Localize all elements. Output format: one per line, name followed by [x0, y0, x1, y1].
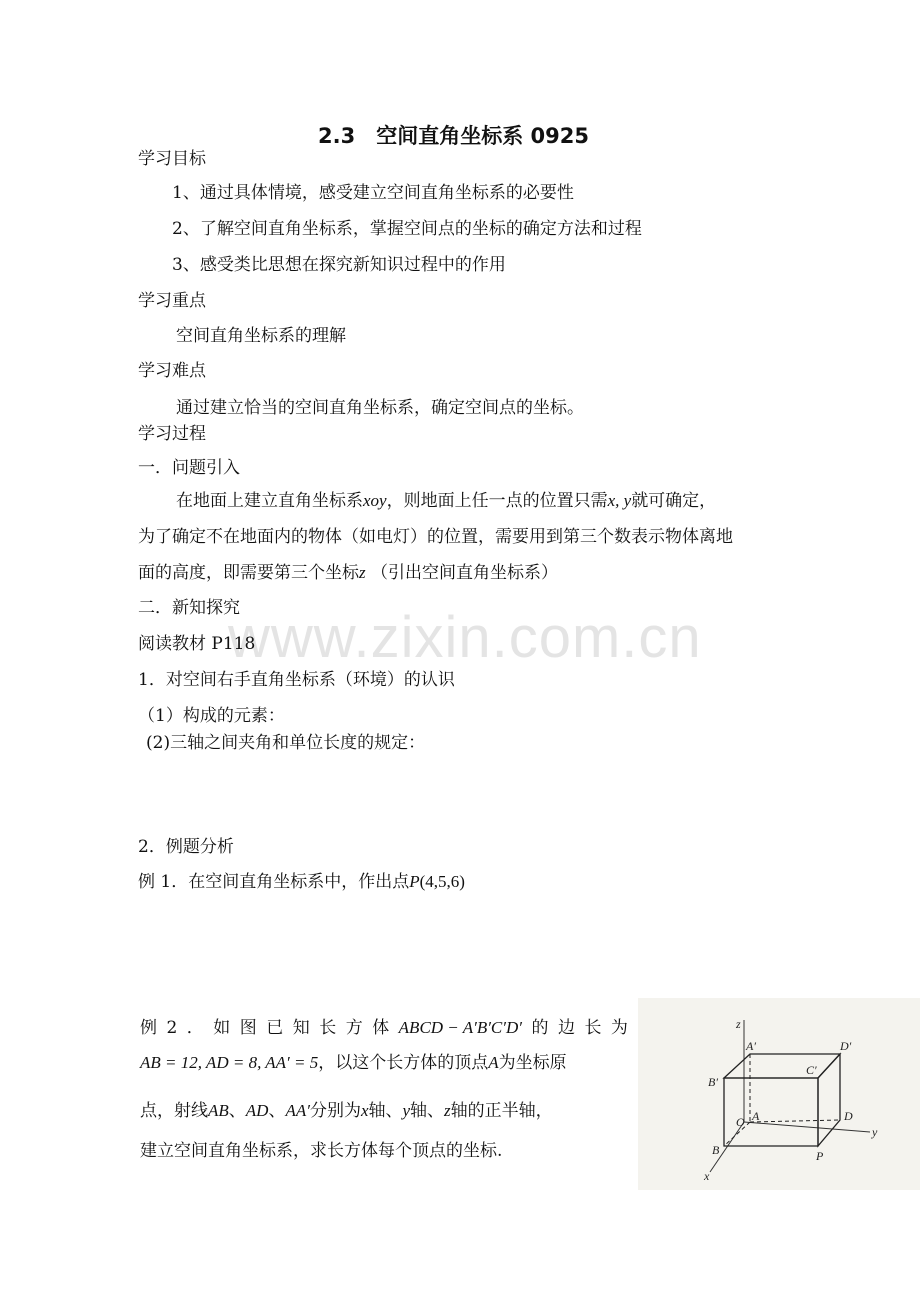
text: 就可确定，: [631, 491, 717, 511]
text: 轴、: [368, 1101, 403, 1121]
goal-item: 3、感受类比思想在探究新知识过程中的作用: [172, 255, 506, 275]
intro-paragraph-line-2: 为了确定不在地面内的物体（如电灯）的位置，需要用到第三个数表示物体离地: [138, 527, 733, 547]
text: ，则地面上任一点的位置只需: [386, 491, 608, 511]
label-O: O: [736, 1115, 745, 1129]
text: 分别为: [309, 1101, 361, 1121]
label-C1: C′: [806, 1063, 817, 1077]
word: 已: [266, 1018, 284, 1038]
math-AA1: AA′: [285, 1101, 310, 1120]
word: 长: [584, 1018, 602, 1038]
math-xoy: xoy: [363, 491, 387, 510]
example-2-line-3: [140, 1100, 553, 1122]
page-title: 2.3 空间直角坐标系 0925: [318, 124, 589, 148]
math-z: z: [359, 563, 366, 582]
sub-item-2: (2)三轴之间夹角和单位长度的规定：: [146, 733, 426, 753]
text: 例 1．在空间直角坐标系中，作出点: [138, 872, 410, 892]
label-z: z: [736, 1017, 741, 1031]
word: 2: [166, 1018, 178, 1038]
cuboid-diagram: [638, 998, 920, 1190]
difficulty-heading: 学习难点: [138, 361, 206, 381]
word: 边: [557, 1018, 575, 1038]
label-D: D: [844, 1109, 853, 1123]
text: 轴、: [410, 1101, 445, 1121]
word: 方: [345, 1018, 363, 1038]
text: 点，射线: [140, 1101, 208, 1121]
key-point-text: 空间直角坐标系的理解: [176, 326, 346, 346]
word: 知: [292, 1018, 310, 1038]
label-P: P: [816, 1149, 824, 1163]
word: 的: [531, 1018, 549, 1038]
math-z: z: [444, 1101, 451, 1120]
text: 为坐标原: [498, 1053, 567, 1073]
label-x: x: [704, 1169, 710, 1183]
reading-note: 阅读教材 P118: [138, 634, 256, 654]
math-x: x: [360, 1101, 369, 1120]
label-B: B: [712, 1143, 720, 1157]
intro-paragraph-line-3: [138, 562, 558, 584]
key-point-heading: 学习重点: [138, 291, 206, 311]
label-A1: A′: [746, 1039, 756, 1053]
word: ．: [186, 1018, 204, 1038]
item-2: 2．例题分析: [138, 837, 234, 857]
text: 在地面上建立直角坐标系: [176, 491, 363, 511]
text: ，以这个长方体的顶点: [318, 1053, 489, 1073]
math-xy: x, y: [607, 491, 632, 510]
word: 例: [140, 1018, 157, 1038]
math-P: P: [409, 872, 420, 891]
word: 体: [372, 1018, 390, 1038]
sub-item-1: （1）构成的元素：: [138, 706, 285, 726]
process-heading: 学习过程: [138, 424, 206, 444]
word: 图: [239, 1018, 257, 1038]
example-2-line-4: 建立空间直角坐标系，求长方体每个顶点的坐标.: [140, 1141, 503, 1161]
example-2-line-2: [140, 1052, 567, 1074]
math-y: y: [402, 1101, 411, 1120]
math-coords: (4,5,6): [419, 872, 465, 891]
math-A: A: [488, 1053, 499, 1072]
word: 长: [319, 1018, 337, 1038]
section-2-heading: 二．新知探究: [138, 598, 240, 618]
intro-paragraph-line-1: [176, 490, 716, 512]
example-2-line-1: [140, 1017, 628, 1039]
text: （引出空间直角坐标系）: [371, 563, 559, 583]
difficulty-text: 通过建立恰当的空间直角坐标系，确定空间点的坐标。: [176, 398, 584, 418]
label-D1: D′: [840, 1039, 852, 1053]
math-AD: AD: [245, 1101, 269, 1120]
goal-item: 1、通过具体情境，感受建立空间直角坐标系的必要性: [172, 183, 574, 203]
word: 如: [213, 1018, 231, 1038]
cuboid-figure: [638, 998, 920, 1190]
example-1: [138, 871, 465, 893]
label-A: A: [752, 1109, 760, 1123]
watermark: www.zixin.com.cn: [228, 605, 702, 670]
goals-heading: 学习目标: [138, 149, 206, 169]
text: 轴的正半轴，: [450, 1101, 553, 1121]
text: 面的高度，即需要第三个坐标: [138, 563, 359, 583]
section-1-heading: 一．问题引入: [138, 458, 240, 478]
math-AB: AB: [208, 1101, 229, 1120]
math-cuboid: ABCD − A′B′C′D′: [398, 1018, 522, 1037]
label-y: y: [872, 1125, 878, 1139]
math-lengths: AB = 12, AD = 8, AA′ = 5: [140, 1053, 319, 1072]
word: 为: [610, 1018, 628, 1038]
text: 、: [268, 1101, 286, 1121]
label-B1: B′: [708, 1075, 718, 1089]
item-1: 1．对空间右手直角坐标系（环境）的认识: [138, 670, 455, 690]
text: 、: [228, 1101, 246, 1121]
goal-item: 2、了解空间直角坐标系，掌握空间点的坐标的确定方法和过程: [172, 219, 642, 239]
